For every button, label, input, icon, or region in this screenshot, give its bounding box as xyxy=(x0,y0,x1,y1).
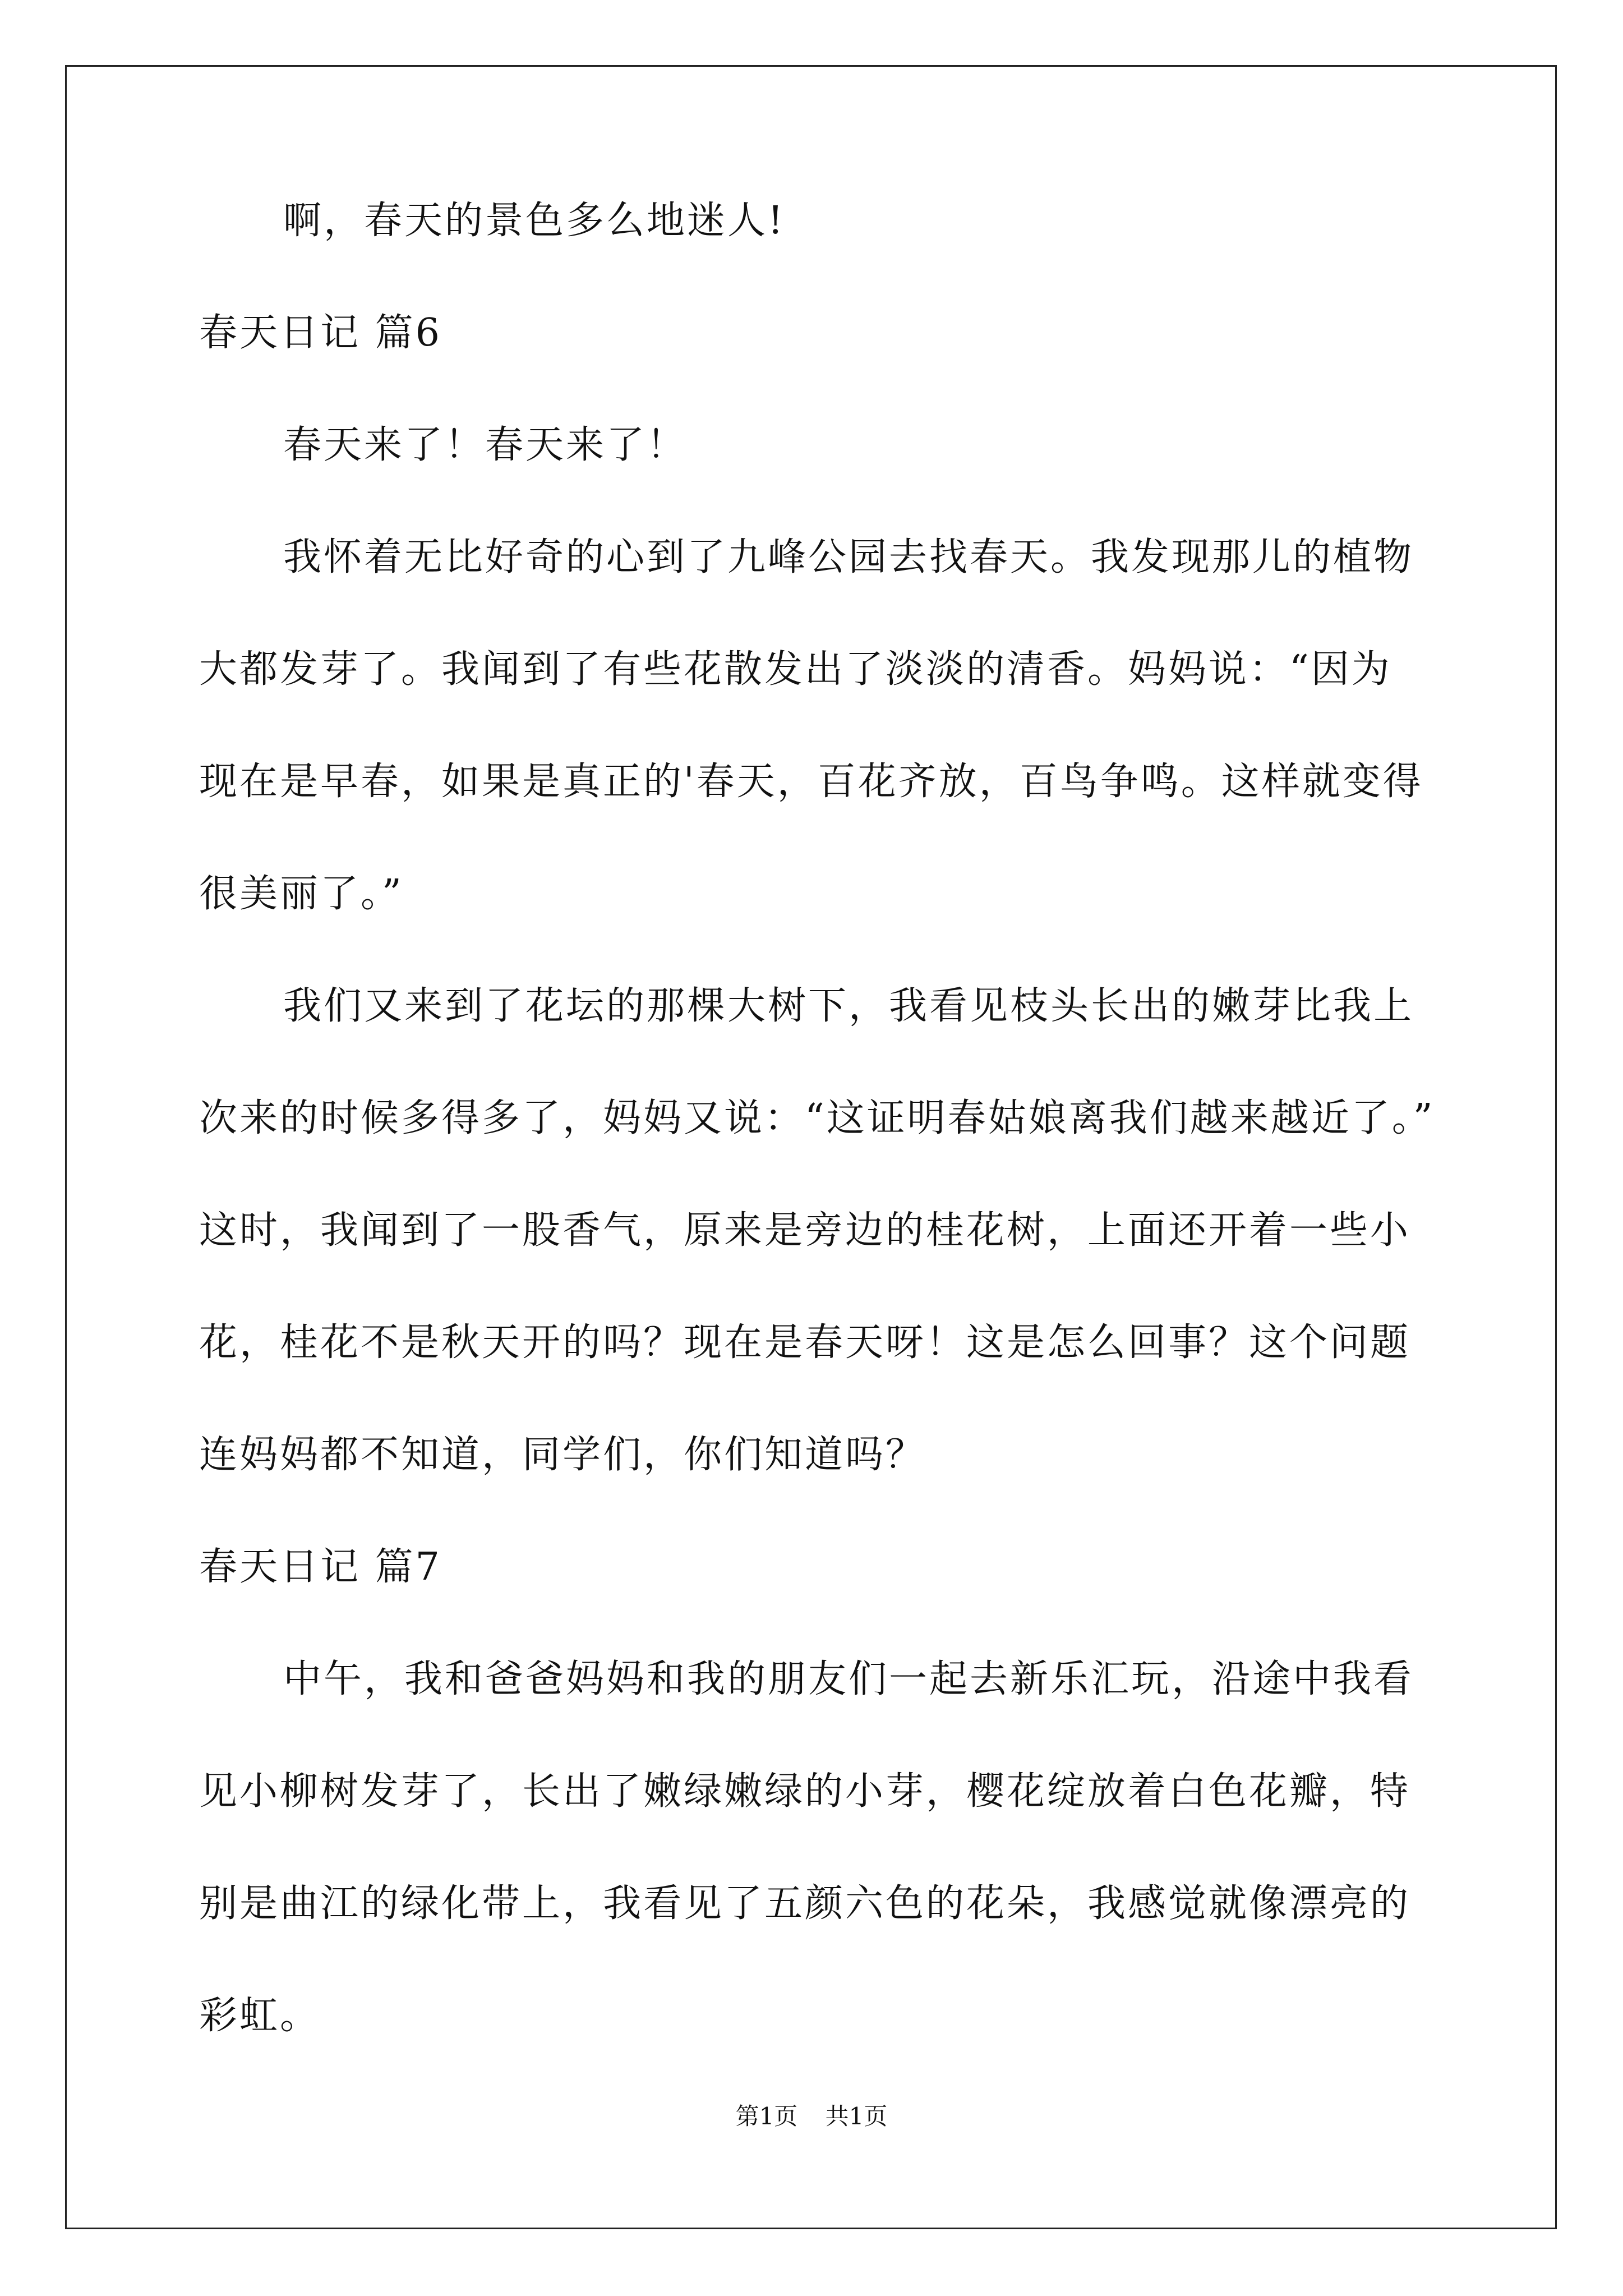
page-number: 第1页 xyxy=(735,2102,798,2130)
paragraph-line: 中午，我和爸爸妈妈和我的朋友们一起去新乐汇玩，沿途中我看 xyxy=(283,1657,1414,1701)
paragraph-line: 花，桂花不是秋天开的吗？现在是春天呀！这是怎么回事？这个问题 xyxy=(199,1320,1411,1365)
paragraph-line: 现在是早春，如果是真正的'春天，百花齐放，百鸟争鸣。这样就变得 xyxy=(199,760,1423,804)
paragraph-line: 见小柳树发芽了，长出了嫩绿嫩绿的小芽，樱花绽放着白色花瓣，特 xyxy=(199,1769,1411,1814)
paragraph-line: 连妈妈都不知道，同学们，你们知道吗？ xyxy=(199,1433,926,1477)
paragraph-line: 这时，我闻到了一股香气，原来是旁边的桂花树，上面还开着一些小 xyxy=(199,1208,1411,1253)
paragraph-line: 彩虹。 xyxy=(199,1994,321,2038)
page-total: 共1页 xyxy=(825,2102,888,2130)
paragraph-line: 大都发芽了。我闻到了有些花散发出了淡淡的清香。妈妈说：“因为 xyxy=(199,647,1392,692)
paragraph-line: 别是曲江的绿化带上，我看见了五颜六色的花朵，我感觉就像漂亮的 xyxy=(199,1881,1411,1926)
paragraph-line: 我怀着无比好奇的心到了九峰公园去找春天。我发现那儿的植物 xyxy=(283,535,1414,579)
section-heading: 春天日记 篇7 xyxy=(199,1545,442,1589)
paragraph-line: 很美丽了。” xyxy=(199,872,404,916)
paragraph-line: 春天来了！春天来了！ xyxy=(283,423,688,467)
section-heading: 春天日记 篇6 xyxy=(199,311,442,355)
paragraph-line: 啊，春天的景色多么地迷人! xyxy=(283,199,786,243)
paragraph-line: 我们又来到了花坛的那棵大树下，我看见枝头长出的嫩芽比我上 xyxy=(283,984,1414,1028)
paragraph-line: 次来的时候多得多了，妈妈又说：“这证明春姑娘离我们越来越近了。” xyxy=(199,1096,1435,1140)
page-footer xyxy=(0,2102,1623,2131)
